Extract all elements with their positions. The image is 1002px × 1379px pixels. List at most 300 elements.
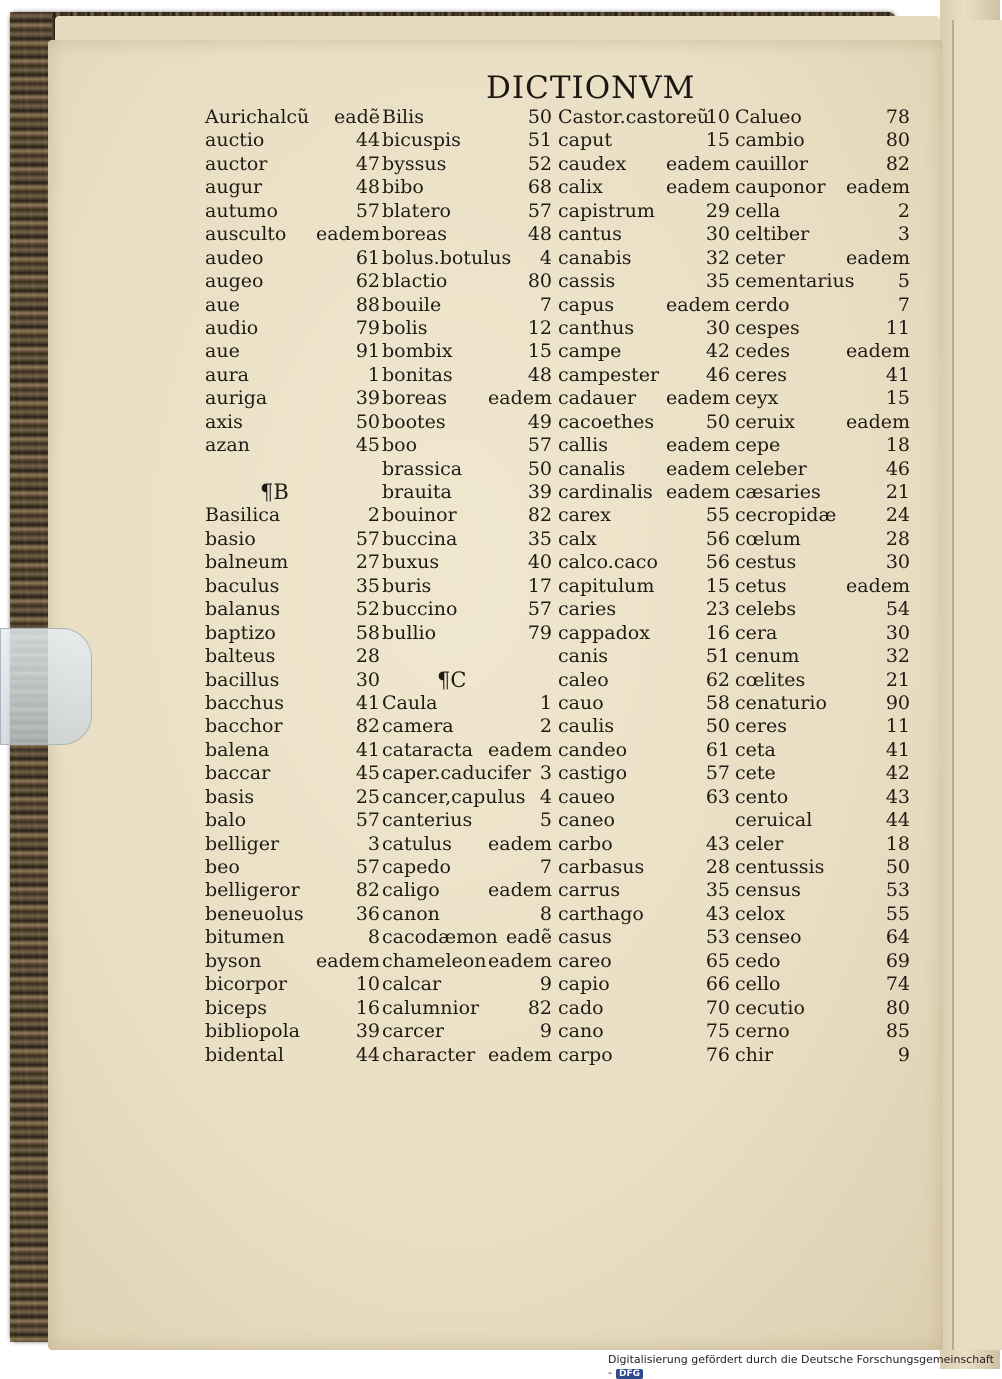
index-entry <box>735 575 910 598</box>
index-entry <box>735 926 910 949</box>
entry-number: 48 <box>527 363 552 386</box>
entry-number: 46 <box>705 363 730 386</box>
index-entry <box>382 458 552 481</box>
index-entry <box>205 950 380 973</box>
entry-number: 18 <box>885 434 910 457</box>
entry-word: ceres <box>735 363 787 386</box>
entry-word: cauponor <box>735 176 826 199</box>
entry-number: 24 <box>885 504 910 527</box>
index-entry <box>558 926 730 949</box>
entry-word: ceres <box>735 715 787 738</box>
entry-number: 51 <box>705 645 730 668</box>
entry-number: eadem <box>666 293 730 316</box>
entry-word: campester <box>558 363 660 386</box>
index-entry <box>205 786 380 809</box>
entry-number: 61 <box>355 246 380 269</box>
index-entry <box>382 645 552 668</box>
entry-word: bacillus <box>205 668 280 691</box>
entry-word: brauita <box>382 481 452 503</box>
index-entry <box>205 340 380 363</box>
index-entry <box>382 622 552 645</box>
entry-word: biceps <box>205 996 268 1019</box>
entry-number: 9 <box>539 1020 552 1043</box>
entry-word: carpo <box>558 1043 613 1066</box>
entry-word: camera <box>382 715 454 738</box>
entry-word: caries <box>558 598 617 621</box>
index-column-4 <box>735 106 910 1067</box>
entry-word: Aurichalcũ <box>205 106 310 128</box>
entry-number: 58 <box>355 621 380 644</box>
entry-word: Calueo <box>735 106 802 128</box>
entry-word: augur <box>205 176 263 199</box>
index-entry <box>205 551 380 574</box>
index-entry <box>382 411 552 434</box>
entry-number: 55 <box>885 902 910 925</box>
entry-number: 21 <box>885 481 910 503</box>
entry-number: 7 <box>539 856 552 878</box>
entry-word: cepe <box>735 434 781 457</box>
entry-word: aue <box>205 293 240 316</box>
entry-number: 64 <box>885 926 910 949</box>
entry-word: boreas <box>382 223 448 246</box>
index-entry <box>205 411 380 434</box>
entry-word: bacchor <box>205 715 283 738</box>
entry-word: bombix <box>382 340 453 363</box>
index-entry <box>735 129 910 152</box>
index-entry <box>205 434 380 457</box>
entry-number: 82 <box>355 879 380 902</box>
entry-number: 23 <box>705 598 730 621</box>
index-entry <box>558 340 730 363</box>
entry-number: eadem <box>488 879 552 902</box>
entry-word: candeo <box>558 738 628 761</box>
entry-number: 18 <box>885 832 910 855</box>
entry-number: 69 <box>885 949 910 972</box>
index-entry <box>205 200 380 223</box>
entry-number: 50 <box>885 856 910 878</box>
entry-word: basis <box>205 785 255 808</box>
entry-number: 57 <box>527 598 552 621</box>
entry-word: bicorpor <box>205 973 288 996</box>
entry-number: 39 <box>355 1020 380 1043</box>
entry-number: 9 <box>539 973 552 996</box>
entry-word: ceyx <box>735 387 779 410</box>
entry-number: 58 <box>705 691 730 714</box>
entry-number: 79 <box>527 621 552 644</box>
entry-word: baculus <box>205 574 280 597</box>
entry-word: cete <box>735 762 776 785</box>
entry-number: 35 <box>705 270 730 293</box>
index-entry <box>205 364 380 387</box>
entry-number: 29 <box>705 199 730 222</box>
entry-word: byson <box>205 949 262 972</box>
entry-number: 42 <box>705 340 730 363</box>
entry-word: capus <box>558 293 615 316</box>
entry-number: 7 <box>897 293 910 316</box>
entry-word: cestus <box>735 551 797 574</box>
index-entry <box>382 926 552 949</box>
index-entry <box>558 1044 730 1067</box>
index-entry <box>205 1020 380 1043</box>
index-entry <box>382 200 552 223</box>
entry-number: eadem <box>846 574 910 597</box>
entry-number: 30 <box>885 621 910 644</box>
entry-word: aura <box>205 363 249 386</box>
entry-word: cauillor <box>735 152 808 175</box>
index-entry <box>558 856 730 879</box>
index-entry <box>205 481 380 504</box>
entry-number: 44 <box>355 129 380 152</box>
entry-number: 35 <box>527 527 552 550</box>
index-entry <box>735 973 910 996</box>
entry-word: blatero <box>382 199 451 222</box>
index-entry <box>382 481 552 504</box>
entry-word: belligeror <box>205 879 300 902</box>
entry-number: 46 <box>885 457 910 480</box>
index-entry <box>382 739 552 762</box>
entry-word: cera <box>735 621 778 644</box>
entry-word: bibliopola <box>205 1020 300 1043</box>
index-entry <box>205 129 380 152</box>
index-entry <box>735 950 910 973</box>
index-entry <box>558 294 730 317</box>
index-entry <box>382 528 552 551</box>
entry-word: cenaturio <box>735 691 827 714</box>
entry-number: 5 <box>539 809 552 832</box>
entry-number: 62 <box>705 668 730 691</box>
index-entry <box>205 762 380 785</box>
entry-number: eadem <box>316 223 380 246</box>
entry-word: beneuolus <box>205 902 304 925</box>
index-entry <box>735 692 910 715</box>
entry-word: cerdo <box>735 293 790 316</box>
index-entry <box>558 551 730 574</box>
index-entry <box>382 809 552 832</box>
entry-word: balo <box>205 809 247 832</box>
index-entry <box>558 809 730 832</box>
entry-word: caper.caducifer <box>382 762 531 785</box>
index-entry <box>382 551 552 574</box>
entry-number: eadem <box>488 387 552 410</box>
entry-number: 15 <box>885 387 910 410</box>
entry-number: 32 <box>885 645 910 668</box>
index-entry <box>558 528 730 551</box>
entry-number: 51 <box>527 129 552 152</box>
entry-number: 4 <box>539 785 552 808</box>
entry-word: caueo <box>558 785 615 808</box>
facing-page-edge <box>952 20 1002 1350</box>
entry-number: 56 <box>705 551 730 574</box>
dfg-logo: DFG <box>616 1369 643 1379</box>
entry-number: 30 <box>885 551 910 574</box>
entry-word: boo <box>382 434 418 457</box>
entry-word: cacoethes <box>558 410 655 433</box>
entry-word: capio <box>558 973 610 996</box>
index-entry <box>382 879 552 902</box>
entry-word: cœlites <box>735 668 806 691</box>
entry-word: auctor <box>205 152 268 175</box>
entry-number: 75 <box>705 1020 730 1043</box>
index-entry <box>382 786 552 809</box>
index-column-1 <box>205 106 380 1067</box>
index-entry <box>558 692 730 715</box>
index-entry <box>735 739 910 762</box>
entry-word: balanus <box>205 598 281 621</box>
index-entry <box>735 528 910 551</box>
entry-word: bicuspis <box>382 129 461 152</box>
entry-number: 66 <box>705 973 730 996</box>
index-entry <box>205 645 380 668</box>
entry-number: 57 <box>527 434 552 457</box>
entry-word: basio <box>205 527 256 550</box>
entry-word: calumnior <box>382 996 480 1019</box>
entry-number: 3 <box>539 762 552 785</box>
index-entry <box>205 176 380 199</box>
entry-number: 80 <box>885 129 910 152</box>
entry-number: eadem <box>488 832 552 855</box>
entry-number: 91 <box>355 340 380 363</box>
entry-number: 27 <box>355 551 380 574</box>
footer-credit <box>608 1353 1000 1379</box>
entry-word: canis <box>558 645 609 668</box>
index-entry <box>382 247 552 270</box>
entry-number: 35 <box>705 879 730 902</box>
index-entry <box>558 153 730 176</box>
index-entry <box>205 903 380 926</box>
entry-word: cedes <box>735 340 791 363</box>
entry-number: 85 <box>885 1020 910 1043</box>
entry-number: 15 <box>527 340 552 363</box>
entry-number: 7 <box>539 293 552 316</box>
entry-word: caput <box>558 129 613 152</box>
entry-number: 53 <box>885 879 910 902</box>
index-entry <box>205 598 380 621</box>
entry-number: 39 <box>527 481 552 503</box>
index-entry <box>735 247 910 270</box>
entry-word: boreas <box>382 387 448 410</box>
entry-word: bonitas <box>382 363 453 386</box>
entry-number: 48 <box>355 176 380 199</box>
entry-number: 43 <box>885 785 910 808</box>
entry-word: celtiber <box>735 223 810 246</box>
index-entry <box>205 856 380 879</box>
entry-word: autumo <box>205 199 278 222</box>
index-entry <box>735 903 910 926</box>
index-entry <box>735 645 910 668</box>
entry-word: bouinor <box>382 504 457 527</box>
entry-number: 52 <box>527 152 552 175</box>
entry-number: 2 <box>367 504 380 527</box>
entry-word: chir <box>735 1043 774 1066</box>
entry-number: 44 <box>885 809 910 832</box>
entry-word: azan <box>205 434 250 457</box>
index-entry <box>735 223 910 246</box>
index-entry <box>735 106 910 129</box>
index-entry <box>558 879 730 902</box>
index-entry <box>382 387 552 410</box>
entry-number: 3 <box>897 223 910 246</box>
entry-number: 43 <box>705 832 730 855</box>
page-clip <box>0 628 92 745</box>
entry-word: carex <box>558 504 612 527</box>
entry-word: cetus <box>735 574 787 597</box>
entry-number: 50 <box>527 457 552 480</box>
entry-number: 74 <box>885 973 910 996</box>
index-entry <box>735 598 910 621</box>
index-entry <box>382 997 552 1020</box>
index-entry <box>735 762 910 785</box>
index-entry <box>382 856 552 879</box>
entry-word: canon <box>382 902 440 925</box>
entry-number: 4 <box>539 246 552 269</box>
entry-word: canalis <box>558 457 626 480</box>
index-entry <box>205 692 380 715</box>
entry-number: 82 <box>355 715 380 738</box>
entry-number: 21 <box>885 668 910 691</box>
entry-word: census <box>735 879 801 902</box>
entry-number: 25 <box>355 785 380 808</box>
entry-number: 28 <box>885 527 910 550</box>
index-entry <box>205 1044 380 1067</box>
index-entry <box>205 458 380 481</box>
index-entry <box>205 270 380 293</box>
entry-number: 15 <box>705 129 730 152</box>
entry-word: capitulum <box>558 574 655 597</box>
entry-word: ¶C <box>437 667 467 692</box>
entry-number: 90 <box>885 691 910 714</box>
index-entry <box>382 317 552 340</box>
entry-word: bacchus <box>205 691 284 714</box>
entry-number: 43 <box>705 902 730 925</box>
index-entry <box>382 364 552 387</box>
index-entry <box>382 692 552 715</box>
index-entry <box>735 176 910 199</box>
entry-number: 82 <box>527 504 552 527</box>
index-entry <box>558 504 730 527</box>
entry-number: 30 <box>705 316 730 339</box>
entry-number: 49 <box>527 410 552 433</box>
index-entry <box>205 247 380 270</box>
index-entry <box>735 317 910 340</box>
index-entry <box>735 434 910 457</box>
entry-word: celebs <box>735 598 797 621</box>
entry-word: cæsaries <box>735 481 821 503</box>
entry-word: cecutio <box>735 996 805 1019</box>
entry-number: 41 <box>885 363 910 386</box>
entry-number: 36 <box>355 902 380 925</box>
entry-word: balena <box>205 738 270 761</box>
index-entry <box>735 153 910 176</box>
index-entry <box>558 1020 730 1043</box>
entry-number: eadem <box>488 949 552 972</box>
entry-word: cado <box>558 996 604 1019</box>
entry-number: 82 <box>527 996 552 1019</box>
entry-number: 11 <box>885 715 910 738</box>
index-entry <box>382 153 552 176</box>
index-entry <box>735 856 910 879</box>
index-entry <box>735 1020 910 1043</box>
entry-word: auctio <box>205 129 265 152</box>
index-entry <box>205 973 380 996</box>
entry-number: 9 <box>897 1043 910 1066</box>
entry-word: celer <box>735 832 784 855</box>
entry-number: 40 <box>527 551 552 574</box>
entry-number: 54 <box>885 598 910 621</box>
entry-number: 32 <box>705 246 730 269</box>
entry-word: buris <box>382 574 432 597</box>
entry-word: ceta <box>735 738 776 761</box>
entry-word: blactio <box>382 270 448 293</box>
index-entry <box>735 364 910 387</box>
entry-number: 48 <box>527 223 552 246</box>
entry-number: 2 <box>897 199 910 222</box>
entry-number: eadem <box>316 949 380 972</box>
index-entry <box>558 317 730 340</box>
entry-number: 30 <box>355 668 380 691</box>
index-entry <box>735 786 910 809</box>
index-entry <box>558 645 730 668</box>
index-entry <box>558 973 730 996</box>
entry-word: calx <box>558 527 597 550</box>
index-entry <box>735 997 910 1020</box>
index-column-3 <box>558 106 730 1067</box>
index-entry <box>558 598 730 621</box>
entry-number: 57 <box>355 809 380 832</box>
entry-number: 68 <box>527 176 552 199</box>
index-entry <box>558 715 730 738</box>
entry-number: eadem <box>846 176 910 199</box>
entry-word: cantus <box>558 223 622 246</box>
entry-word: cacodæmon <box>382 926 498 949</box>
entry-word: balteus <box>205 645 276 668</box>
entry-number: eadem <box>666 457 730 480</box>
entry-word: cœlum <box>735 527 801 550</box>
entry-word: bolus.botulus <box>382 246 512 269</box>
entry-number: 55 <box>705 504 730 527</box>
entry-number: eadem <box>666 387 730 410</box>
entry-number: 17 <box>527 574 552 597</box>
index-entry <box>735 833 910 856</box>
entry-word: auriga <box>205 387 268 410</box>
entry-word: canterius <box>382 809 473 832</box>
entry-word: carbo <box>558 832 613 855</box>
entry-word: canthus <box>558 316 635 339</box>
entry-number: 56 <box>705 527 730 550</box>
entry-number: 10 <box>355 973 380 996</box>
entry-number: 16 <box>705 621 730 644</box>
entry-word: byssus <box>382 152 447 175</box>
entry-number: 78 <box>885 106 910 128</box>
entry-number: 10 <box>705 106 730 128</box>
index-entry <box>558 270 730 293</box>
entry-word: castigo <box>558 762 628 785</box>
entry-word: Castor.castoreũ <box>558 106 710 128</box>
entry-number: eadem <box>846 340 910 363</box>
page-title: DICTIONVM <box>486 70 696 106</box>
index-entry <box>558 997 730 1020</box>
entry-word: casus <box>558 926 612 949</box>
entry-word: cataracta <box>382 738 473 761</box>
entry-number: 8 <box>367 926 380 949</box>
entry-word: ¶B <box>260 480 289 504</box>
entry-number: 41 <box>355 691 380 714</box>
entry-word: catulus <box>382 832 452 855</box>
entry-number: 61 <box>705 738 730 761</box>
entry-word: caligo <box>382 879 440 902</box>
index-entry <box>382 669 552 692</box>
index-column-2 <box>382 106 552 1067</box>
index-entry <box>205 294 380 317</box>
